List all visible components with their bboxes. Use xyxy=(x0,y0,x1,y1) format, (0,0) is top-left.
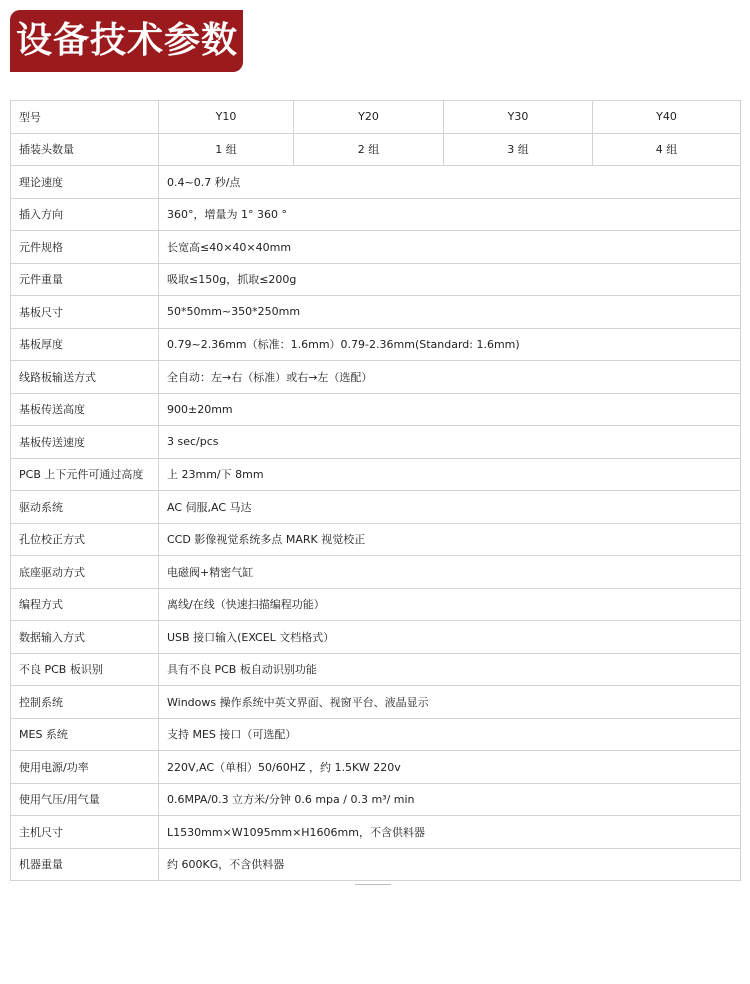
row-label: 插装头数量 xyxy=(11,133,159,166)
page-title: 设备技术参数 xyxy=(10,10,243,72)
row-value: 全自动：左→右（标准）或右→左（选配） xyxy=(159,361,741,394)
row-value: 50*50mm~350*250mm xyxy=(159,296,741,329)
heads-y20: 2 组 xyxy=(294,133,444,166)
row-label: 型号 xyxy=(11,101,159,134)
row-value: 电磁阀+精密气缸 xyxy=(159,556,741,589)
row-value: 0.79~2.36mm（标准：1.6mm）0.79-2.36mm(Standard: 1.6mm) xyxy=(159,328,741,361)
row-label: 理论速度 xyxy=(11,166,159,199)
row-label: 使用电源/功率 xyxy=(11,751,159,784)
row-label: 基板传送高度 xyxy=(11,393,159,426)
row-value: 0.6MPA/0.3 立方米/分钟 0.6 mpa / 0.3 m³/ min xyxy=(159,783,741,816)
table-row xyxy=(11,393,741,426)
row-value: 具有不良 PCB 板自动识别功能 xyxy=(159,653,741,686)
table-row xyxy=(11,556,741,589)
row-value: AC 伺服,AC 马达 xyxy=(159,491,741,524)
row-value: USB 接口输入(EXCEL 文档格式） xyxy=(159,621,741,654)
table-row xyxy=(11,783,741,816)
table-row xyxy=(11,816,741,849)
spec-table xyxy=(10,100,741,881)
table-row xyxy=(11,718,741,751)
row-label: 驱动系统 xyxy=(11,491,159,524)
table-row xyxy=(11,653,741,686)
table-row-model xyxy=(11,101,741,134)
table-row xyxy=(11,848,741,881)
table-row xyxy=(11,263,741,296)
row-value: 上 23mm/下 8mm xyxy=(159,458,741,491)
row-value: 220V,AC（单相）50/60HZ ，约 1.5KW 220v xyxy=(159,751,741,784)
row-label: 不良 PCB 板识别 xyxy=(11,653,159,686)
row-label: 基板传送速度 xyxy=(11,426,159,459)
row-value: Windows 操作系统中英文界面、视窗平台、液晶显示 xyxy=(159,686,741,719)
table-row xyxy=(11,751,741,784)
row-label: 插入方向 xyxy=(11,198,159,231)
row-label: 基板尺寸 xyxy=(11,296,159,329)
spec-table-body xyxy=(11,101,741,881)
row-value: 吸取≤150g，抓取≤200g xyxy=(159,263,741,296)
table-row xyxy=(11,588,741,621)
model-y30: Y30 xyxy=(444,101,593,134)
row-label: 机器重量 xyxy=(11,848,159,881)
heads-y30: 3 组 xyxy=(444,133,593,166)
row-label: 编程方式 xyxy=(11,588,159,621)
table-row xyxy=(11,166,741,199)
row-label: 元件规格 xyxy=(11,231,159,264)
model-y20: Y20 xyxy=(294,101,444,134)
table-row xyxy=(11,361,741,394)
page-end-mark xyxy=(355,884,391,885)
model-y40: Y40 xyxy=(593,101,741,134)
row-label: 孔位校正方式 xyxy=(11,523,159,556)
table-row xyxy=(11,328,741,361)
row-value: 0.4~0.7 秒/点 xyxy=(159,166,741,199)
row-label: 使用气压/用气量 xyxy=(11,783,159,816)
row-value: 长宽高≤40×40×40mm xyxy=(159,231,741,264)
row-label: 基板厚度 xyxy=(11,328,159,361)
row-label: PCB 上下元件可通过高度 xyxy=(11,458,159,491)
row-value: 离线/在线（快速扫描编程功能） xyxy=(159,588,741,621)
row-label: 主机尺寸 xyxy=(11,816,159,849)
model-y10: Y10 xyxy=(159,101,294,134)
row-value: 约 600KG，不含供料器 xyxy=(159,848,741,881)
table-row xyxy=(11,426,741,459)
row-value: CCD 影像视觉系统多点 MARK 视觉校正 xyxy=(159,523,741,556)
row-label: MES 系统 xyxy=(11,718,159,751)
row-label: 数据输入方式 xyxy=(11,621,159,654)
row-value: L1530mm×W1095mm×H1606mm，不含供料器 xyxy=(159,816,741,849)
row-value: 900±20mm xyxy=(159,393,741,426)
table-row-heads xyxy=(11,133,741,166)
table-row xyxy=(11,491,741,524)
row-label: 元件重量 xyxy=(11,263,159,296)
heads-y40: 4 组 xyxy=(593,133,741,166)
table-row xyxy=(11,523,741,556)
heads-y10: 1 组 xyxy=(159,133,294,166)
table-row xyxy=(11,621,741,654)
row-label: 控制系统 xyxy=(11,686,159,719)
row-value: 360°，增量为 1° 360 ° xyxy=(159,198,741,231)
row-value: 3 sec/pcs xyxy=(159,426,741,459)
table-row xyxy=(11,296,741,329)
row-label: 线路板输送方式 xyxy=(11,361,159,394)
table-row xyxy=(11,231,741,264)
row-value: 支持 MES 接口（可选配） xyxy=(159,718,741,751)
table-row xyxy=(11,458,741,491)
row-label: 底座驱动方式 xyxy=(11,556,159,589)
table-row xyxy=(11,686,741,719)
table-row xyxy=(11,198,741,231)
